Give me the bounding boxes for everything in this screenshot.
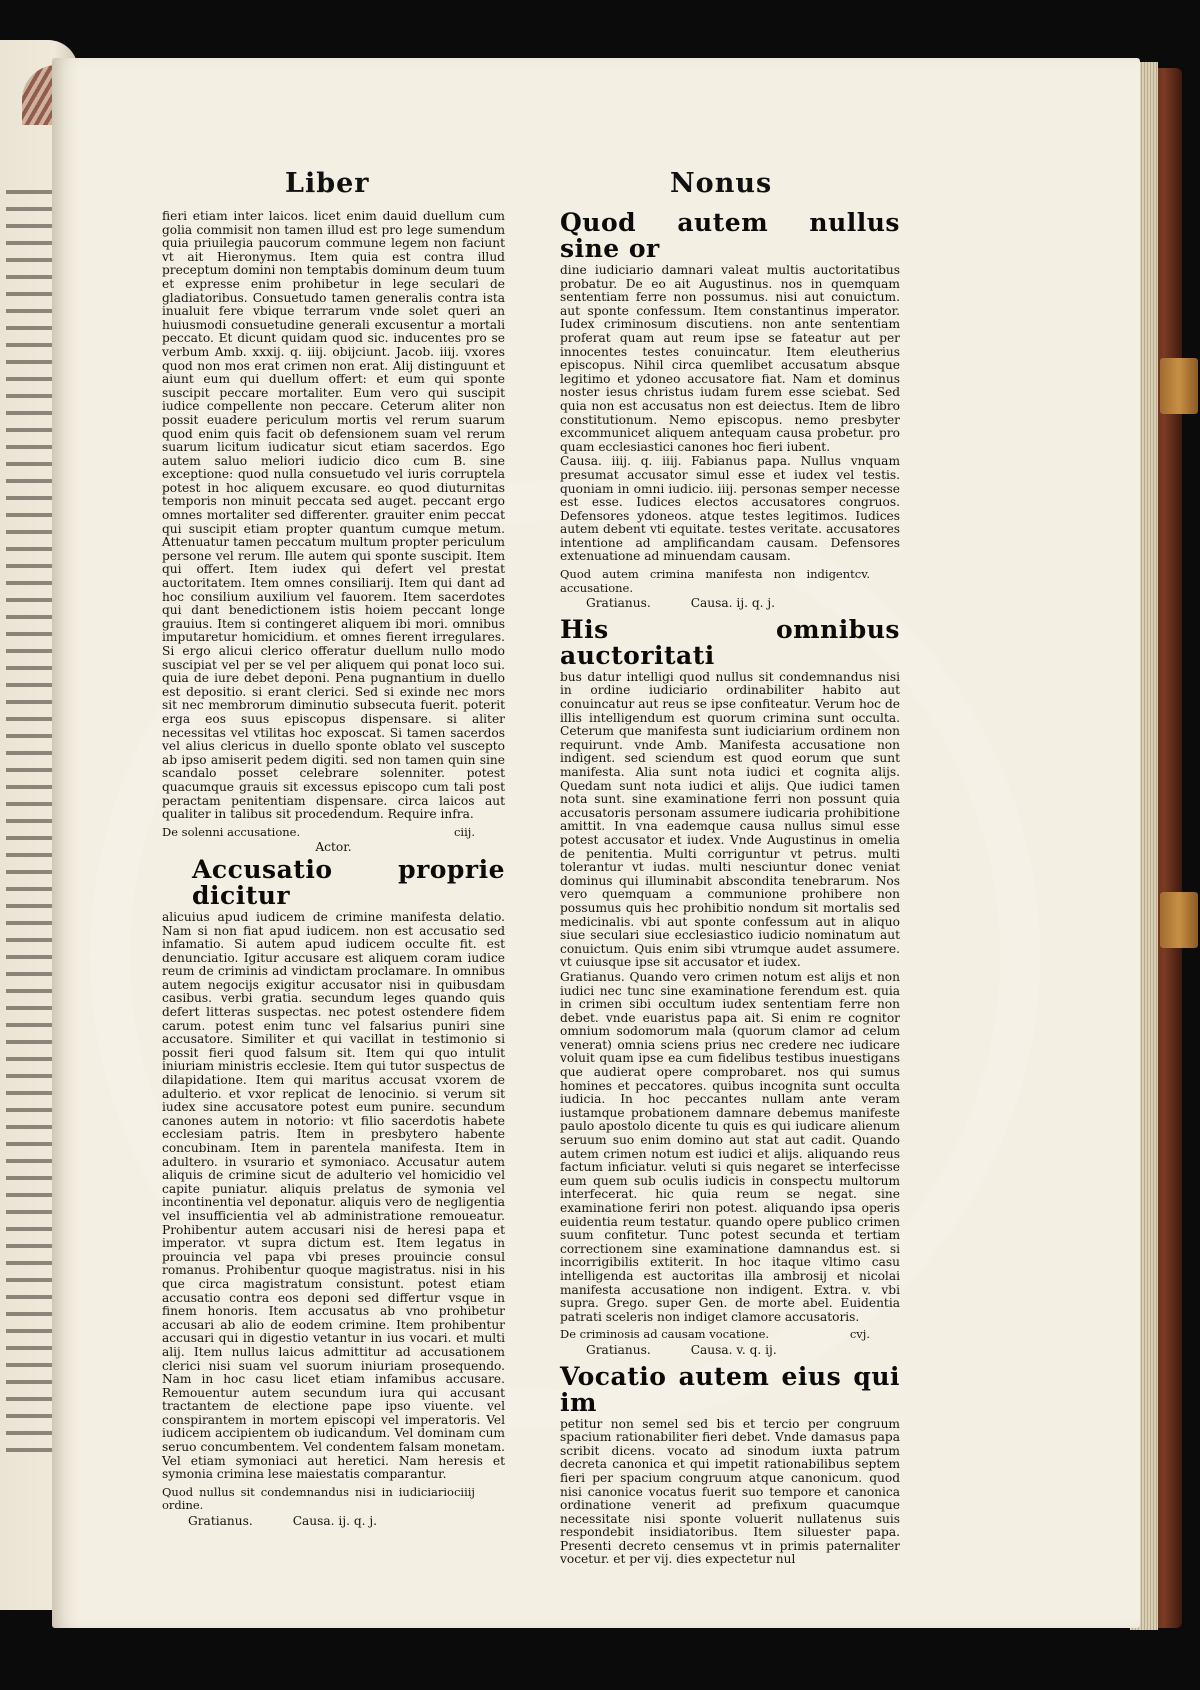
right-paragraph-1: dine iudiciario damnari valeat multis auctoritatibus probatur. De eo ait Augustinus. nos in quemquam sententiam ferre non possumus. nisi aut conuictum. aut sponte confessum. Item constantinus imperator. Iudex criminosum discutiens. non ante sententiam proferat quam aut reum ipse se fateatur aut per innocentes testes conuincatur. Item eleutherius episcopus. Nihil circa quemlibet accusatum absque legitimo et ydoneo accusatore fiat. Nam et dominus noster iesus christus iudam furem esse sciebat. Sed quia non est accusatus non est deiectus. Item de libro constitutionum. Nemo episcopus. nemo presbyter excommunicet aliquem antequam causa probetur. pro quam ecclesiastici canones hoc fieri iubent. (560, 263, 900, 454)
section-heading-his-omnibus: His omnibus auctoritati (560, 614, 900, 670)
left-paragraph-2: alicuius apud iudicem de crimine manifesta delatio. Nam si non fiat apud iudicem. non est accusatio sed infamatio. Si autem apud iudicem occulte fit. est denunciatio. Igitur accusare est aliquem coram iudice reum de criminis ad vindictam proclamare. In omnibus autem negocijs exigitur accusator nisi in quibusdam casibus. verbi gratia. secundum leges quando quis defert litteras suspectas. nec potest ostendere fidem carum. potest enim tunc vel falsarius puniri sine accusatore. Similiter et qui vacillat in testimonio si possit fieri quod falsum sit. Item qui quo intulit iniuriam ministris ecclesie. Item qui tutor suspectus de dilapidatione. Item qui maritus accusat vxorem de adulterio. et vxor replicat de lenocinio. si verum sit iudex sine accusatore potest eum punire. secundum canones autem in notorio: vt filio sacerdotis habete ecclesiam patris. Item in presbytero habente concubinam. Item in parentela manifesta. Item in adultero. in vsurario et symoniaco. Accusatur autem aliquis de crimine sicut de adulterio vel homicidio vel capite puniatur. aliquis prelatus de symonia vel incontinentia vel deponatur. aliquis vero de negligentia vel insufficientia vel ab administratione remoueatur. Prohibentur autem accusari nisi de heresi papa et imperator. vt supra dictum est. Item legatus in prouincia vel papa vbi preses prouincie consul romanus. Prohibentur quoque magistratus. nisi in his que circa magistratum consistunt. potest etiam accusatio contra eos deponi sed differtur vsque in finem honoris. Item accusatus ab vno prohibetur accusari ab alio de eodem crimine. Item prohibentur accusari qui in digestio vetantur in ius vocari. et multi alij. Item nullus laicus admittitur ad accusationem clerici nisi suam vel suorum iniuriam prosequendo. Nam in hoc casu licet etiam infamibus accusare. Remouentur autem secundum iura qui accusant tractantem de electione pape ipso viuente. vel conspirantem in mortem episcopi vel imperatoris. Vel iudicem accipientem ob iudicandum. Vel dominam cum seruo concumbentem. Vel condentem falsam monetam. Vel etiam symoniaci aut heretici. Nam heresis et symonia crimina lese maiestatis comparantur. (162, 909, 505, 1482)
right-paragraph-3: bus datur intelligi quod nullus sit condemnandus nisi in ordine iudiciario ordinabiliter habito aut conuincatur aut reus se ipse confiteatur. Verum hoc de illis intelligendum est quorum crimina sunt occulta. Ceterum que manifesta sunt iudiciarium ordinem non requirunt. vnde Amb. Manifesta accusatione non indigent. sed sciendum est quod eorum que sunt manifesta. Alia sunt nota iudici et cognita alijs. Quedam sunt nota iudici et alijs. Que iudici tamen nota sunt. sine examinatione ferri non possunt quia accusatoris personam assumere iudicaria prohibitione amittit. In vna eademque causa nullus simul esse potest accusator et iudex. Vnde Augustinus in omelia de penitentia. Multi corriguntur vt petrus. multi tolerantur vt iudas. multi nesciuntur donec veniat dominus qui illuminabit abscondita tenebrarum. Nos vero quemquam a communione prohibere non possumus quis hec prohibitio nondum sit mortalis sed medicinalis. vbi aut sponte confessum aut in aliquo siue seculari siue ecclesiastico iudicio nominatum aut conuictum. Quis enim sibi vtrumque audet assumere. vt cuiusque ipse sit accusator et iudex. (560, 669, 900, 970)
right-paragraph-5: petitur non semel sed bis et tercio per congruum spacium rationabiliter fieri debet. Vnde damasus papa scribit dicens. vocato ad sinodum iuxta patrum decreta canonica et qui impetit rationabilibus septem fieri per spacium congruum atque canonicum. quod nisi canonice vocatus fuerit suo tempore et canonica ordinatione venerit ad prefixum quacumque necessitate nisi sponte voluerit nullatenus suis respondebit insidiatoribus. Item siluester papa. Presenti decreto censemus vt in primis paternaliter vocetur. et per vij. dies expectetur nul (560, 1416, 900, 1567)
rubric-criminosis-vocatione (560, 1328, 900, 1342)
rubric-nullus-condemnandus (162, 1486, 505, 1513)
rubric-crimina-manifesta (560, 568, 900, 595)
rubric-number: ciij. (453, 824, 475, 839)
page-tab (1160, 892, 1198, 948)
source-reference: Causa. ij. q. j. (690, 596, 776, 611)
rubric-title: Quod autem crimina manifesta non indigent accusatione. (560, 567, 855, 595)
source-author: Gratianus. (586, 1342, 651, 1357)
rubric-solenni-accusatione (162, 826, 505, 840)
section-heading-accusatio: Accusatio proprie dicitur (192, 854, 505, 910)
running-head-right: Nonus (670, 168, 773, 199)
rubric-source-line (560, 597, 900, 611)
rubric-number: ciiij (453, 1484, 475, 1499)
rubric-source-line (560, 1344, 900, 1358)
running-head-left: Liber (285, 168, 370, 199)
left-paragraph-1: fieri etiam inter laicos. licet enim dauid duellum cum golia commisit non tamen illud est pro lege sumendum quia priuilegia paucorum commune legem non faciunt vt ait Hieronymus. Item quia est contra illud preceptum domini non temptabis dominum deum tuum et expresse enim prohibetur in lege seculari de gladiatoribus. Consuetudo tamen generalis contra ista inualuit fere vbique terrarum vnde solet queri an huiusmodi consuetudine generali excusentur a mortali peccato. Et dicunt quidam quod sic. inducentes pro se verbum Amb. xxxij. q. iiij. obijciunt. Jacob. iiij. vxores quod non mos erat crimen non erat. Alij distinguunt et aiunt eum qui duellum offert: et eum qui sponte suscipit peccare mortaliter. Eum vero qui suscipit iudice compellente non peccare. Ceterum aliter non possit euadere periculum mortis vel rerum suarum quod enim quis facit ob defensionem suam vel rerum suarum licitum iudicatur sicut etiam sacerdos. Ego autem saluo meliori iudicio dico cum B. sine exceptione: quod nulla consuetudo vel iuris corruptela potest in hoc aliquem excusare. eo quod diuturnitas temporis non minuit peccata sed auget. peccant ergo omnes mortaliter sed differenter. grauiter enim peccat qui suscipit etiam propter quantum cumque metum. Attenuatur tamen peccatum multum propter periculum persone vel rerum. Ille autem qui sponte suscipit. Item qui offert. Item iudex qui defert vel prestat auctoritatem. Item omnes consiliarij. Item qui dant ad hoc consilium auxilium vel fauorem. Item sacerdotes qui dant benedictionem istis hoiem peccant longe grauius. Item si contingeret aliquem ibi mori. omnibus imputaretur homicidium. et omnes fierent irregulares. Si ergo alicui clerico offeratur duellum nullo modo suscipiat vel per se vel per aliquem qui ponat loco sui. quia de iure debet deponi. Pena pugnantium in duello est depositio. si erant clerici. Sed si exinde nec mors sit nec membrorum diminutio subsecuta fuerit. poterit erga eos suus episcopus dispensare. si aliter necessitas vel vtilitas hoc exposcat. Si tamen sacerdos vel alius clericus in duello sponte oblato vel suscepto ab ipso amiserit pedem digiti. sed non tamen quin sine scandalo posset celebrare solenniter. potest quacumque grauis sit excessus episcopo cum tali post peractam penitentiam dispensare. circa laicos aut qualiter in talibus sit procedendum. Require infra. (162, 209, 505, 822)
right-paragraph-2: Causa. iiij. q. iiij. Fabianus papa. Nullus vnquam presumat accusator simul esse et iudex vel testis. quoniam in omni iudicio. iiij. personas semper necesse est esse. Iudices electos accusatores congruos. Defensores ydoneos. atque testes legitimos. Iudices autem debent vti equitate. testes veritate. accusatores intentione ad amplificandam causam. Defensores extenuatione ad minuendam causam. (560, 454, 900, 564)
right-text-column (560, 210, 900, 1568)
left-text-column (162, 210, 505, 1535)
rubric-title: De solenni accusatione. (162, 824, 301, 839)
rubric-source-line (162, 1515, 505, 1529)
source-author: Gratianus. (586, 596, 651, 611)
section-heading-quod-autem: Quod autem nullus sine or (560, 208, 900, 263)
source-reference: Causa. v. q. ij. (690, 1342, 777, 1357)
actor-label: Actor. (315, 840, 352, 855)
section-heading-vocatio: Vocatio autem eius qui im (560, 1361, 900, 1417)
page-tab (1160, 358, 1198, 414)
source-reference: Causa. ij. q. j. (292, 1514, 378, 1529)
rubric-title: Quod nullus sit condemnandus nisi in iudiciario ordine. (162, 1484, 454, 1513)
source-author: Gratianus. (188, 1514, 253, 1529)
rubric-title: De criminosis ad causam vocatione. (560, 1327, 770, 1342)
rubric-number: cv. (854, 567, 870, 582)
rubric-number: cvj. (849, 1327, 870, 1342)
right-paragraph-4: Gratianus. Quando vero crimen notum est alijs et non iudici nec tunc sine examinatione ferendum est. quia in crimen sibi occultum iudex sententiam ferre non debet. vnde euaristus papa ait. Si enim re cognitor omnium sodomorum mala (quorum clamor ad celum venerat) omnia sciens prius nec credere nec iudicare voluit quam ipse ea cum fidelibus testibus inuestigans que audierat opere comprobaret. nos qui sumus homines et peccatores. quibus incognita sunt occulta iudicia. In hoc peccantes nullam ante veram iustamque probationem damnare debemus manifeste paulo apostolo dicente tu quis es qui iudicare alienum seruum suo enim domino aut stat aut cadit. Quando autem crimen notum est iudici et alijs. aliquando reus factum inficiatur. veluti si quis negaret se interfecisse eum quem sub oculis iudicis in conspectu multorum interfecerat. hic quia reum se negat. sine examinatione feriri non potest. aliquando ipsa operis euidentia reum testatur. quando opere publico crimen suum confitetur. Tunc potest secunda et tertiam correctionem sine examinatione damnandus est. si incorrigibilis extiterit. In hoc itaque vltimo casu intelligenda est auctoritas illa ambrosij et nicolai manifesta accusatione non indigent. Extra. v. vbi supra. Grego. super Gen. de morte abel. Euidentia patrati sceleris non indiget clamore accusatoris. (560, 969, 900, 1324)
